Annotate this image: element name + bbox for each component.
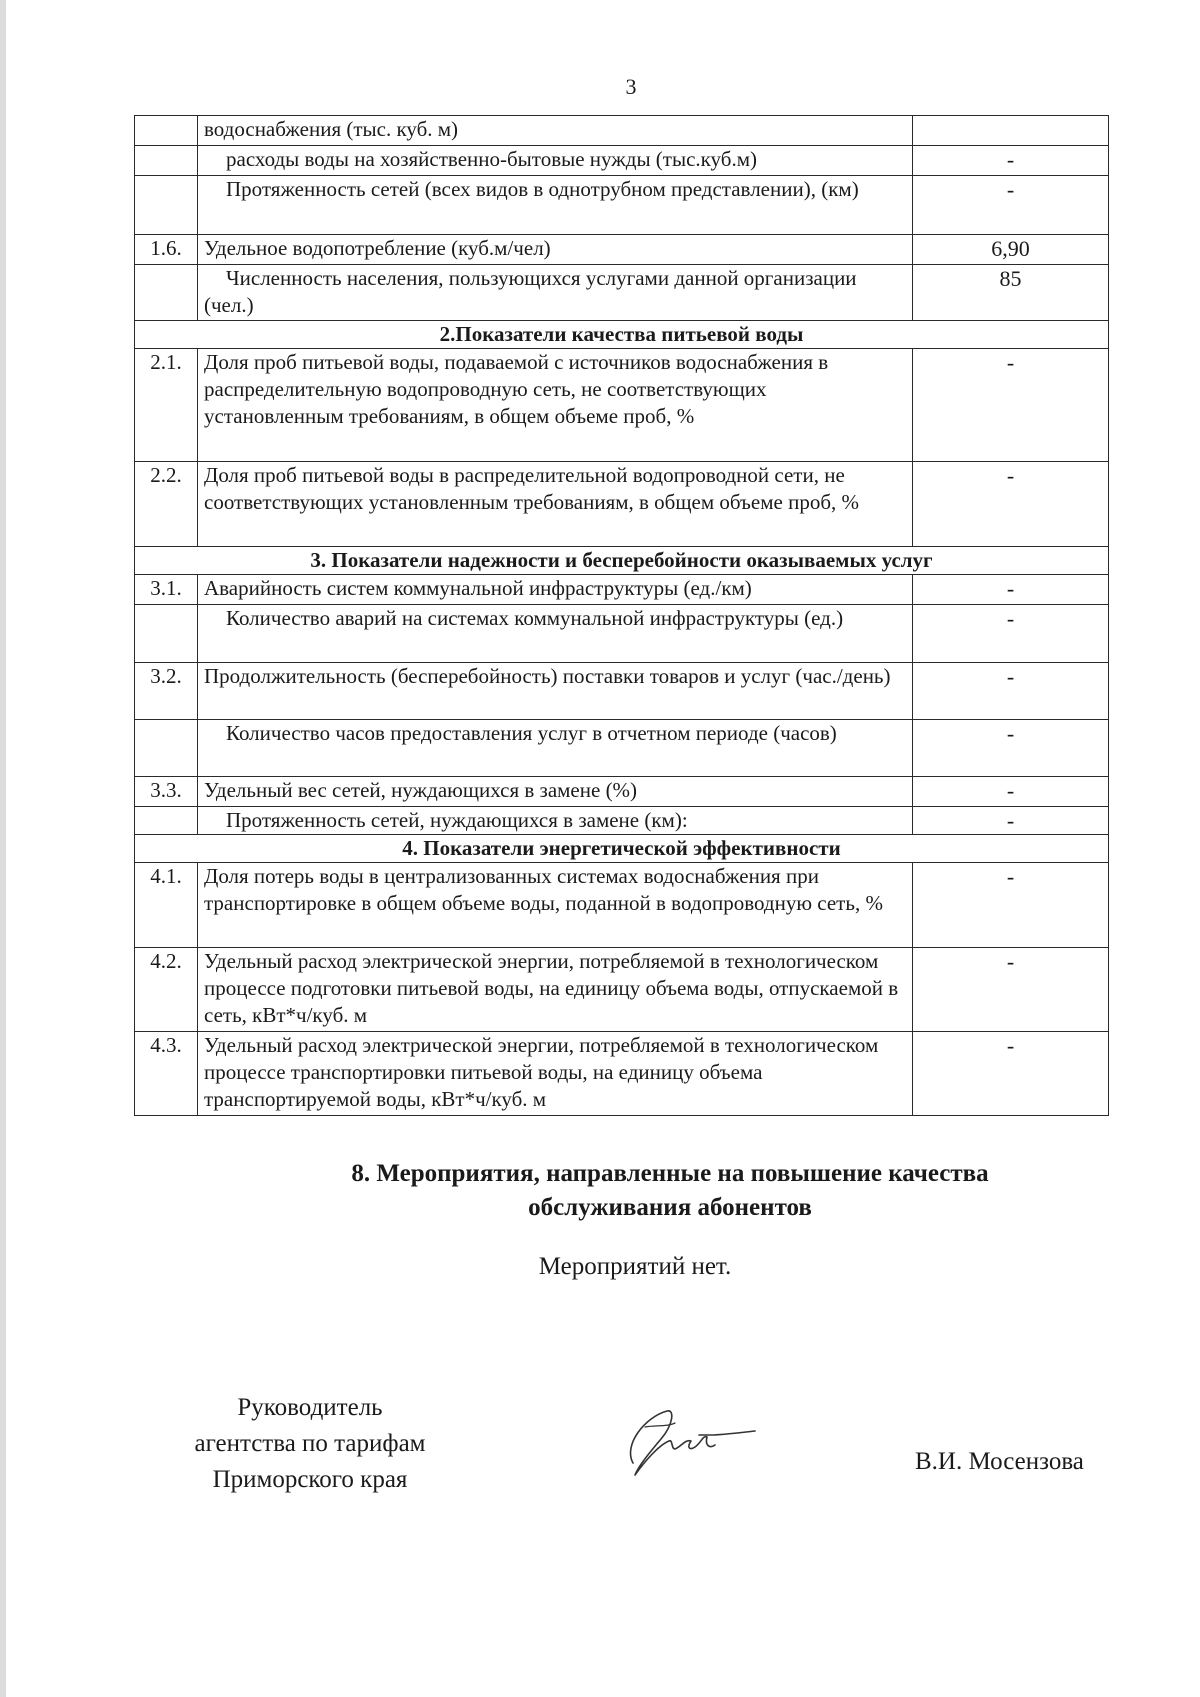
indicator-value: [913, 116, 1109, 146]
indicator-name: Удельный расход электрической энергии, потребляемой в технологическом процессе транспортировки питьевой воды, на единицу объема транспортируемой воды, кВт*ч/куб. м: [198, 1032, 913, 1116]
row-number: 4.1.: [135, 863, 198, 948]
indicators-table: [134, 115, 1109, 1116]
scan-edge: [0, 0, 6, 1697]
table-row: [135, 1032, 1109, 1116]
table-row: [135, 235, 1109, 265]
signer-line2: агентства по тарифам: [194, 1430, 426, 1457]
table-row: [135, 863, 1109, 948]
indicator-name: Количество часов предоставления услуг в отчетном периоде (часов): [198, 720, 913, 777]
section-8-title-line1: 8. Мероприятия, направленные на повышение качества: [351, 1160, 989, 1187]
row-number: [135, 265, 198, 321]
indicator-name: Доля потерь воды в централизованных системах водоснабжения при транспортировке в общем объеме воды, поданной в водопроводную сеть, %: [198, 863, 913, 948]
indicator-name: водоснабжения (тыс. куб. м): [198, 116, 913, 146]
row-number: 1.6.: [135, 235, 198, 265]
table-row: [135, 720, 1109, 777]
row-number: 2.1.: [135, 349, 198, 462]
indicator-name: Аварийность систем коммунальной инфраструктуры (ед./км): [198, 575, 913, 605]
table-row: [135, 176, 1109, 235]
indicator-name: Удельный вес сетей, нуждающихся в замене (%): [198, 777, 913, 807]
row-number: 3.1.: [135, 575, 198, 605]
indicator-value: -: [913, 663, 1109, 720]
table-row: [135, 462, 1109, 547]
indicator-value: -: [913, 575, 1109, 605]
table-row: [135, 605, 1109, 663]
section-header: 2.Показатели качества питьевой воды: [135, 321, 1109, 349]
indicator-name: Доля проб питьевой воды в распределительной водопроводной сети, не соответствующих установленным требованиям, в общем объеме проб, %: [198, 462, 913, 547]
indicator-value: -: [913, 777, 1109, 807]
indicator-value: 85: [913, 265, 1109, 321]
table-row: [135, 777, 1109, 807]
table-row: [135, 116, 1109, 146]
section-8-title: [270, 1157, 1070, 1225]
indicator-name: Численность населения, пользующихся услугами данной организации (чел.): [198, 265, 913, 321]
section-header: 3. Показатели надежности и бесперебойности оказываемых услуг: [135, 547, 1109, 575]
table-row: [135, 663, 1109, 720]
table-row: [135, 807, 1109, 835]
row-number: 4.2.: [135, 948, 198, 1032]
indicator-value: -: [913, 462, 1109, 547]
row-number: 2.2.: [135, 462, 198, 547]
section-header-row: [135, 321, 1109, 349]
handwritten-signature: [615, 1405, 775, 1485]
row-number: 3.3.: [135, 777, 198, 807]
page-number: 3: [625, 74, 637, 99]
signer-position: [160, 1390, 460, 1498]
indicator-name: Протяженность сетей, нуждающихся в замене (км):: [198, 807, 913, 835]
row-number: [135, 605, 198, 663]
signer-line1: Руководитель: [237, 1394, 383, 1421]
indicator-name: Удельный расход электрической энергии, потребляемой в технологическом процессе подготовки питьевой воды, на единицу объема воды, отпускаемой в сеть, кВт*ч/куб. м: [198, 948, 913, 1032]
indicator-value: -: [913, 807, 1109, 835]
section-header: 4. Показатели энергетической эффективности: [135, 835, 1109, 863]
indicator-value: -: [913, 863, 1109, 948]
indicator-value: -: [913, 146, 1109, 176]
table-row: [135, 349, 1109, 462]
row-number: [135, 807, 198, 835]
table-row: [135, 265, 1109, 321]
indicator-name: Удельное водопотребление (куб.м/чел): [198, 235, 913, 265]
table-row: [135, 948, 1109, 1032]
indicator-value: -: [913, 948, 1109, 1032]
row-number: [135, 146, 198, 176]
section-8-title-line2: обслуживания абонентов: [528, 1194, 812, 1221]
row-number: [135, 720, 198, 777]
indicator-value: 6,90: [913, 235, 1109, 265]
section-header-row: [135, 547, 1109, 575]
row-number: 4.3.: [135, 1032, 198, 1116]
table-row: [135, 575, 1109, 605]
row-number: 3.2.: [135, 663, 198, 720]
section-8-text: Мероприятий нет.: [538, 1253, 732, 1280]
indicator-name: Количество аварий на системах коммунальной инфраструктуры (ед.): [198, 605, 913, 663]
row-number: [135, 176, 198, 235]
indicator-name: Доля проб питьевой воды, подаваемой с источников водоснабжения в распределительную водопроводную сеть, не соответствующих установленным требованиям, в общем объеме проб, %: [198, 349, 913, 462]
indicator-value: -: [913, 349, 1109, 462]
row-number: [135, 116, 198, 146]
indicator-name: Протяженность сетей (всех видов в однотрубном представлении), (км): [198, 176, 913, 235]
indicator-name: расходы воды на хозяйственно-бытовые нужды (тыс.куб.м): [198, 146, 913, 176]
indicator-value: -: [913, 720, 1109, 777]
indicator-value: -: [913, 176, 1109, 235]
indicator-name: Продолжительность (бесперебойность) поставки товаров и услуг (час./день): [198, 663, 913, 720]
section-header-row: [135, 835, 1109, 863]
table-row: [135, 146, 1109, 176]
indicator-value: -: [913, 605, 1109, 663]
signer-line3: Приморского края: [212, 1466, 408, 1493]
indicator-value: -: [913, 1032, 1109, 1116]
signer-name: В.И. Мосензова: [915, 1448, 1084, 1475]
